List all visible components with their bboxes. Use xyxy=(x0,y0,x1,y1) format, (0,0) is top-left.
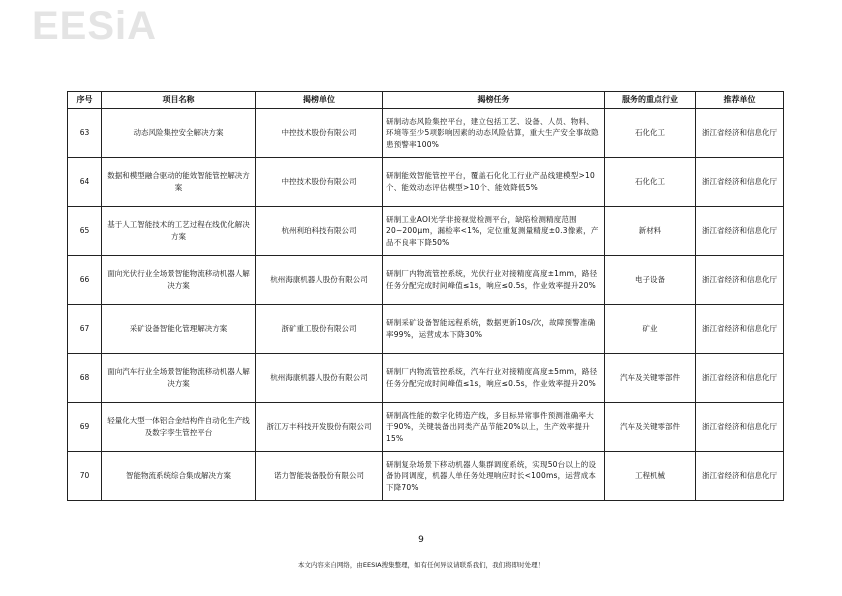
cell-seq: 63 xyxy=(68,109,102,158)
cell-industry: 电子设备 xyxy=(605,256,696,305)
cell-task: 研制能效智能管控平台，覆盖石化化工行业产品线建模型>10个、能效动态评估模型>10个、能效降低5% xyxy=(383,158,605,207)
table-row xyxy=(68,207,784,256)
header-industry: 服务的重点行业 xyxy=(605,92,696,109)
cell-recommender: 浙江省经济和信息化厅 xyxy=(696,354,784,403)
cell-unit: 中控技术股份有限公司 xyxy=(256,158,383,207)
cell-project-name: 采矿设备智能化管理解决方案 xyxy=(102,305,256,354)
cell-recommender: 浙江省经济和信息化厅 xyxy=(696,452,784,501)
cell-industry: 工程机械 xyxy=(605,452,696,501)
cell-seq: 69 xyxy=(68,403,102,452)
table-row xyxy=(68,452,784,501)
cell-project-name: 轻量化大型一体铝合金结构件自动化生产线及数字孪生管控平台 xyxy=(102,403,256,452)
cell-industry: 石化化工 xyxy=(605,158,696,207)
cell-unit: 诺力智能装备股份有限公司 xyxy=(256,452,383,501)
cell-recommender: 浙江省经济和信息化厅 xyxy=(696,158,784,207)
cell-seq: 66 xyxy=(68,256,102,305)
cell-recommender: 浙江省经济和信息化厅 xyxy=(696,403,784,452)
table-row xyxy=(68,256,784,305)
cell-unit: 杭州海康机器人股份有限公司 xyxy=(256,354,383,403)
eesia-logo: EESiA xyxy=(32,4,158,48)
header-task: 揭榜任务 xyxy=(383,92,605,109)
header-project-name: 项目名称 xyxy=(102,92,256,109)
table-row xyxy=(68,158,784,207)
cell-project-name: 面向光伏行业全场景智能物流移动机器人解决方案 xyxy=(102,256,256,305)
cell-project-name: 面向汽车行业全场景智能物流移动机器人解决方案 xyxy=(102,354,256,403)
cell-unit: 浙矿重工股份有限公司 xyxy=(256,305,383,354)
cell-project-name: 基于人工智能技术的工艺过程在线优化解决方案 xyxy=(102,207,256,256)
cell-unit: 浙江万丰科技开发股份有限公司 xyxy=(256,403,383,452)
cell-industry: 汽车及关键零部件 xyxy=(605,354,696,403)
cell-project-name: 智能物流系统综合集成解决方案 xyxy=(102,452,256,501)
table-row xyxy=(68,305,784,354)
table-row xyxy=(68,354,784,403)
cell-task: 研制动态风险集控平台，建立包括工艺、设备、人员、物料、环境等至少5项影响因素的动态风险估算，重大生产安全事故隐患预警率100% xyxy=(383,109,605,158)
cell-unit: 中控技术股份有限公司 xyxy=(256,109,383,158)
cell-industry: 石化化工 xyxy=(605,109,696,158)
cell-industry: 汽车及关键零部件 xyxy=(605,403,696,452)
cell-recommender: 浙江省经济和信息化厅 xyxy=(696,109,784,158)
page-number: 9 xyxy=(418,535,424,545)
cell-recommender: 浙江省经济和信息化厅 xyxy=(696,305,784,354)
cell-seq: 70 xyxy=(68,452,102,501)
table-body xyxy=(68,109,784,501)
cell-seq: 67 xyxy=(68,305,102,354)
cell-task: 研制厂内物流管控系统，汽车行业对接精度高度±5mm，路径任务分配完成时间峰值≤1s，响应≤0.5s，作业效率提升20% xyxy=(383,354,605,403)
header-row xyxy=(68,92,784,109)
cell-recommender: 浙江省经济和信息化厅 xyxy=(696,207,784,256)
cell-industry: 矿业 xyxy=(605,305,696,354)
table-header xyxy=(68,92,784,109)
project-table xyxy=(67,91,784,501)
cell-project-name: 动态风险集控安全解决方案 xyxy=(102,109,256,158)
cell-task: 研制工业AOI光学非接视觉检测平台，缺陷检测精度范围20~200μm，漏检率<1%，定位重复测量精度±0.3像素，产品不良率下降50% xyxy=(383,207,605,256)
header-seq: 序号 xyxy=(68,92,102,109)
cell-recommender: 浙江省经济和信息化厅 xyxy=(696,256,784,305)
cell-unit: 杭州海康机器人股份有限公司 xyxy=(256,256,383,305)
table-row xyxy=(68,109,784,158)
footer-disclaimer: 本文内容来自网络，由EESIA搜集整理，如有任何异议请联系我们，我们将即时处理！ xyxy=(297,561,545,569)
cell-industry: 新材料 xyxy=(605,207,696,256)
cell-seq: 68 xyxy=(68,354,102,403)
header-unit: 揭榜单位 xyxy=(256,92,383,109)
cell-unit: 杭州利珀科技有限公司 xyxy=(256,207,383,256)
header-recommender: 推荐单位 xyxy=(696,92,784,109)
cell-task: 研制采矿设备智能远程系统，数据更新10s/次，故障预警准确率99%，运营成本下降30% xyxy=(383,305,605,354)
cell-project-name: 数据和模型融合驱动的能效智能管控解决方案 xyxy=(102,158,256,207)
cell-task: 研制复杂场景下移动机器人集群调度系统，实现50台以上的设备协同调度，机器人单任务处理响应时长<100ms，运营成本下降70% xyxy=(383,452,605,501)
cell-task: 研制高性能的数字化铸造产线，多目标异常事件预测准确率大于90%，关键装备出同类产品节能20%以上，生产效率提升15% xyxy=(383,403,605,452)
cell-task: 研制厂内物流管控系统，光伏行业对接精度高度±1mm，路径任务分配完成时间峰值≤1s，响应≤0.5s，作业效率提升20% xyxy=(383,256,605,305)
cell-seq: 64 xyxy=(68,158,102,207)
table-row xyxy=(68,403,784,452)
cell-seq: 65 xyxy=(68,207,102,256)
